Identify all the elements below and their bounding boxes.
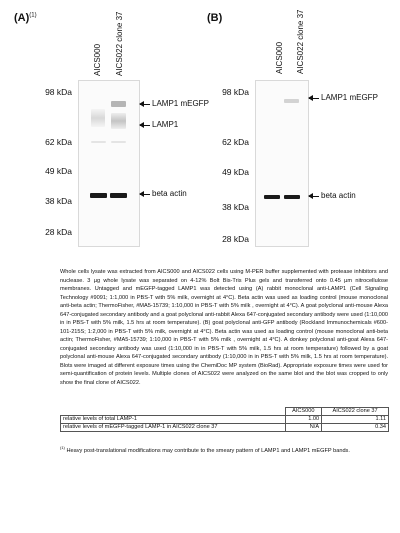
panel-a-lane-1: AICS000 (93, 43, 102, 76)
panel-b-lane-2: AICS022 clone 37 (296, 9, 305, 74)
panel-b-mw-98: 98 kDa (222, 87, 249, 97)
table-row (61, 416, 389, 424)
panel-a-lane-2: AICS022 clone 37 (115, 11, 124, 76)
panel-a-mw-28: 28 kDa (45, 227, 72, 237)
panel-b-mw-62: 62 kDa (222, 137, 249, 147)
table-cell: 0.34 (322, 424, 389, 432)
footnote-marker: (1) (60, 445, 65, 450)
panel-a-arrow-lamp1 (140, 125, 150, 126)
panel-b-lane-1: AICS000 (275, 41, 284, 74)
panel-b-mw-28: 28 kDa (222, 234, 249, 244)
table-header-cell: AICS000 (285, 408, 322, 416)
panel-a-arrow-lamp1-megfp (140, 104, 150, 105)
panel-b-label-lamp1-megfp: LAMP1 mEGFP (321, 93, 378, 102)
panel-a-mw-38: 38 kDa (45, 196, 72, 206)
figure-caption: Whole cells lysate was extracted from AICS000 and AICS022 cells using M-PER buffer supplemented with protease inhibitors and nuclease. 3 µg whole lysate was separated on 4-12% Bolt Bis-Tris Plus gels and transferred onto 0.45 µm nitrocellulose membranes. Untagged and mEGFP-tagged LAMP1 was detected using (A) rabbit monoclonal anti-LAMP1 (Cell Signaling Technology #9091; 1:1,000 in PBS-T with 5% milk, overnight at 4°C). Beta actin was used as loading control (mouse monoclonal anti-beta actin; ThermoFisher, #MA5-15739; 1:10,000 in PBS-T with 5% milk , overnight at 4°C). A goat polyclonal anti-mouse Alexa 647-conjugated secondary antibody and a goat polyclonal anti-rabbit Alexa 647-conjugated secondary antibody were used (1:10,000 in in PBS-T with 5% milk, 1.5 hrs at room temperature). (B) goat polyclonal anti-GFP antibody (Rockland Immunochemicals #600-101-215S; 1:2,000 in PBS-T with 5% milk, overnight at 4°C). Beta actin was used as loading control (mouse monoclonal anti-beta actin; ThermoFisher, #MA5-15739; 1:10,000 in PBS-T with 5% milk , overnight at 4°C). A donkey polyclonal anti-goat Alexa 647-conjugated secondary antibody was used (1:10,000 in in PBS-T with 5% milk, 1.5 hrs at room temperature) followed by a goat polyclonal anti-mouse Alexa 647-conjugated secondary antibody (1:10,000 in in PBS-T with 5% milk, 1.5 hrs at room temperature). Blots were imaged at different exposure times using the ChemiDoc MP system (BioRad). Appropriate exposure times were used for semi-quantification of protein levels. Multiple clones of AICS022 were analyzed on the same blot and the blot was cropped to only show the final clone of AICS022. (60, 269, 388, 386)
panel-a-label-lamp1: LAMP1 (152, 120, 179, 129)
panel-b-arrow-lamp1-megfp (309, 98, 319, 99)
panel-a-footnote-marker: (1) (29, 12, 37, 19)
panel-a-label-beta-actin: beta actin (152, 189, 187, 198)
footnote-text: Heavy post-translational modifications may contribute to the smeary pattern of LAMP1 and LAMP1 mEGFP bands. (66, 447, 350, 454)
panel-b-label-beta-actin: beta actin (321, 191, 356, 200)
table-cell: relative levels of mEGFP-tagged LAMP-1 in AICS022 clone 37 (61, 424, 286, 432)
panel-b-mw-38: 38 kDa (222, 202, 249, 212)
table-cell: 1.00 (285, 416, 322, 424)
table-cell: N/A (285, 424, 322, 432)
panel-a-label: $(A)^{(1)}$ (14, 12, 37, 24)
table-header-row (61, 408, 389, 416)
panel-a-label-lamp1-megfp: LAMP1 mEGFP (152, 99, 209, 108)
panel-a-arrow-beta-actin (140, 194, 150, 195)
table-cell: relative levels of total LAMP-1 (61, 416, 286, 424)
panel-a-mw-98: 98 kDa (45, 87, 72, 97)
panel-b-arrow-beta-actin (309, 196, 319, 197)
quantification-table (60, 407, 389, 432)
panel-a-mw-62: 62 kDa (45, 137, 72, 147)
table-cell: 1.11 (322, 416, 389, 424)
table-header-cell (61, 408, 286, 416)
panel-b-blot-image (255, 80, 309, 247)
panel-a-blot-image (78, 80, 140, 247)
table-row (61, 424, 389, 432)
footnote (60, 445, 390, 454)
panel-a-mw-49: 49 kDa (45, 166, 72, 176)
table-header-cell: AICS022 clone 37 (322, 408, 389, 416)
panel-b-label: (B) (207, 12, 223, 24)
panel-b-mw-49: 49 kDa (222, 167, 249, 177)
